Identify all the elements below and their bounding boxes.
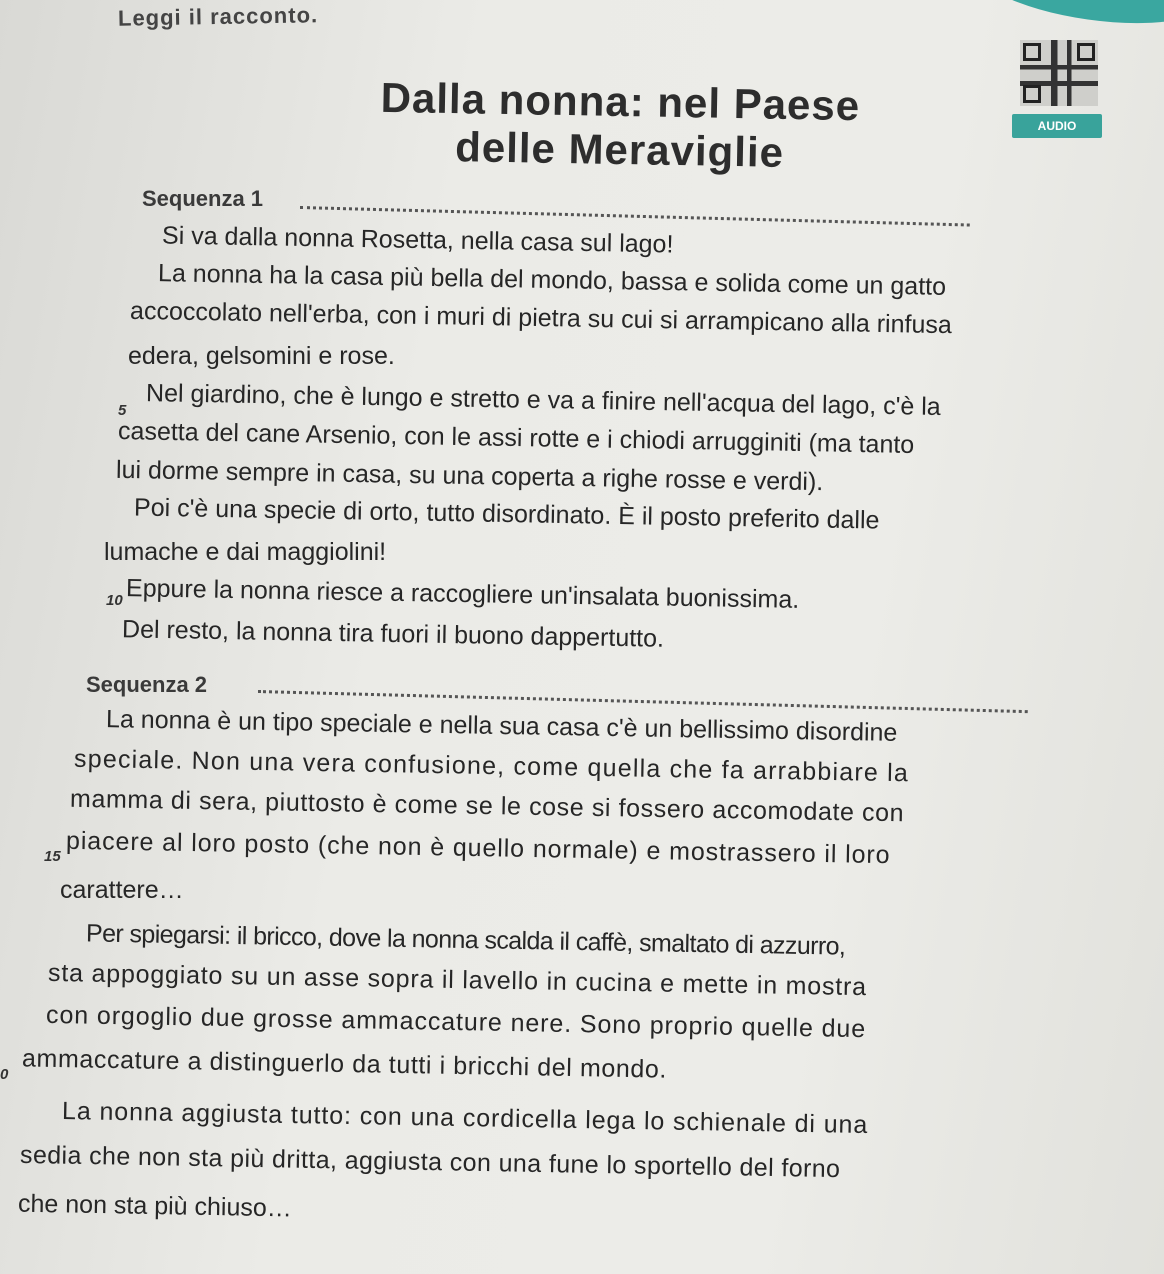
text-line: Nel giardino, che è lungo e stretto e va a finire nell'acqua del lago, c'è la: [145, 379, 941, 421]
text-line: Eppure la nonna riesce a raccogliere un'insalata buonissima.: [125, 574, 800, 614]
text-line: che non sta più chiuso…: [17, 1189, 293, 1223]
text-line: La nonna ha la casa più bella del mondo, bassa e solida come un gatto: [157, 259, 947, 301]
text-line: Si va dalla nonna Rosetta, nella casa sul lago!: [161, 221, 674, 259]
decorative-band: [959, 0, 1164, 38]
story-title: [299, 72, 941, 179]
title-line-2: delle Meraviglie: [454, 123, 785, 176]
audio-qr[interactable]: [1012, 40, 1104, 142]
instruction-text: Leggi il racconto.: [117, 2, 319, 31]
text-line: sedia che non sta più dritta, aggiusta con una fune lo sportello del forno: [19, 1140, 841, 1184]
sequence-1-dotted-line: [300, 206, 970, 227]
text-line: La nonna aggiusta tutto: con una cordicella lega lo schienale di una: [61, 1096, 869, 1140]
text-line: La nonna è un tipo speciale e nella sua casa c'è un bellissimo disordine: [105, 705, 898, 747]
sequence-1-label: Sequenza 1: [142, 186, 264, 211]
text-line: speciale. Non una vera confusione, come quella che fa arrabbiare la: [73, 744, 910, 788]
text-line: Poi c'è una specie di orto, tutto disordinato. È il posto preferito dalle: [133, 493, 880, 535]
line-number-5: 5: [118, 402, 127, 419]
text-line: Del resto, la nonna tira fuori il buono dappertutto.: [121, 615, 665, 653]
text-line: lui dorme sempre in casa, su una coperta a righe rosse e verdi).: [115, 455, 824, 497]
text-line: ammaccature a distinguerlo da tutti i bricchi del mondo.: [21, 1044, 668, 1084]
line-number-20: 0: [0, 1066, 9, 1083]
line-number-10: 10: [106, 592, 123, 609]
text-line: piacere al loro posto (che non è quello normale) e mostrassero il loro: [65, 826, 891, 870]
line-number-15: 15: [44, 848, 61, 865]
text-line: Per spiegarsi: il bricco, dove la nonna scalda il caffè, smaltato di azzurro,: [85, 919, 846, 961]
text-line: accoccolato nell'erba, con i muri di pietra su cui si arrampicano alla rinfusa: [129, 296, 953, 340]
sequence-2-label: Sequenza 2: [86, 672, 208, 697]
text-line: carattere…: [60, 876, 184, 904]
title-line-1: Dalla nonna: nel Paese: [380, 73, 861, 130]
text-line: mamma di sera, piuttosto è come se le cose si fossero accomodate con: [69, 784, 905, 828]
qr-code-icon: [1020, 40, 1098, 106]
text-line: sta appoggiato su un asse sopra il lavello in cucina e mette in mostra: [47, 958, 868, 1002]
text-line: edera, gelsomini e rose.: [128, 342, 395, 370]
text-line: con orgoglio due grosse ammaccature nere. Sono proprio quelle due: [45, 1000, 867, 1044]
audio-label: AUDIO: [1012, 114, 1102, 138]
text-line: casetta del cane Arsenio, con le assi rotte e i chiodi arrugginiti (ma tanto: [117, 417, 915, 459]
text-line: lumache e dai maggiolini!: [104, 538, 387, 566]
